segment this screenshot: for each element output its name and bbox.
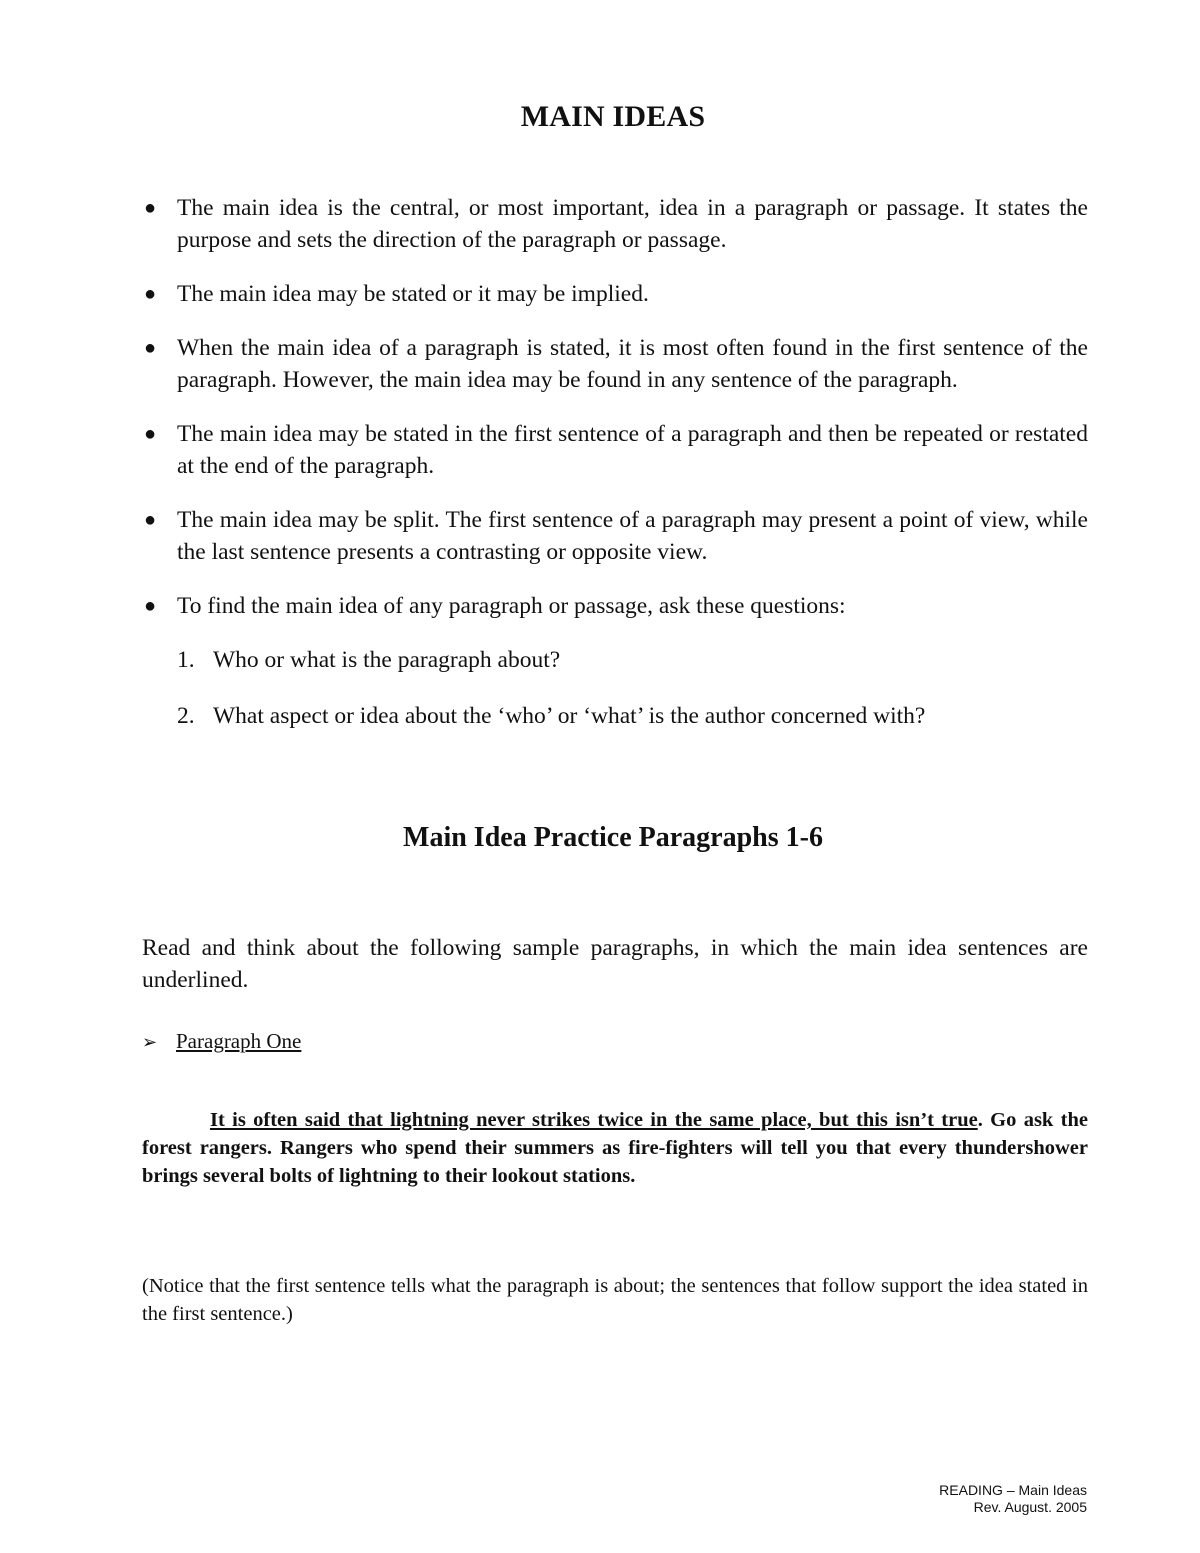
bullet-item bbox=[142, 418, 1088, 482]
question-item bbox=[177, 700, 1088, 732]
footer-line: READING – Main Ideas bbox=[939, 1482, 1087, 1498]
page-title: MAIN IDEAS bbox=[520, 100, 706, 133]
main-idea-bullet-list bbox=[142, 192, 1088, 756]
bullet-item bbox=[142, 504, 1088, 568]
bullet-item bbox=[142, 192, 1088, 256]
arrow-bullet-icon: ➢ bbox=[142, 1032, 158, 1053]
paragraph-heading-label: Paragraph One bbox=[176, 1029, 302, 1053]
bullet-dot-icon: ● bbox=[144, 509, 157, 531]
paragraph-heading bbox=[142, 1026, 301, 1058]
bullet-dot-icon: ● bbox=[144, 197, 157, 219]
question-text: Who or what is the paragraph about? bbox=[213, 647, 561, 673]
question-number: 1. bbox=[177, 647, 195, 673]
bullet-text: The main idea may be stated or it may be implied. bbox=[177, 281, 649, 307]
bullet-item bbox=[142, 590, 1088, 732]
bullet-item bbox=[142, 278, 1088, 310]
footer-line: Rev. August. 2005 bbox=[973, 1499, 1087, 1515]
intro-paragraph: Read and think about the following sample paragraphs, in which the main idea sentences are underlined. bbox=[142, 935, 1088, 993]
bullet-dot-icon: ● bbox=[144, 423, 157, 445]
question-list bbox=[177, 644, 1088, 732]
page-footer bbox=[939, 1482, 1087, 1516]
bullet-dot-icon: ● bbox=[144, 595, 157, 617]
bullet-dot-icon: ● bbox=[144, 337, 157, 359]
bullet-text: To find the main idea of any paragraph or passage, ask these questions: bbox=[177, 593, 846, 619]
bullet-text: When the main idea of a paragraph is stated, it is most often found in the first sentence of the paragraph. However, the main idea may be found in any sentence of the paragraph. bbox=[177, 335, 1088, 393]
bullet-dot-icon: ● bbox=[144, 283, 157, 305]
main-idea-period: . bbox=[977, 1109, 983, 1131]
question-number: 2. bbox=[177, 703, 195, 729]
main-idea-sentence: It is often said that lightning never strikes twice in the same place, but this isn’t true bbox=[210, 1109, 978, 1131]
notice-paragraph: (Notice that the first sentence tells what the paragraph is about; the sentences that follow support the idea stated in the first sentence.) bbox=[142, 1275, 1088, 1325]
bullet-text: The main idea may be stated in the first sentence of a paragraph and then be repeated or restated at the end of the paragraph. bbox=[177, 421, 1088, 479]
supporting-sentences: Go ask the forest rangers. Rangers who spend their summers as fire-fighters will tell you that every thundershower brings several bolts of lightning to their lookout stations. bbox=[142, 1109, 1088, 1187]
bullet-item bbox=[142, 332, 1088, 396]
section-title: Main Idea Practice Paragraphs 1-6 bbox=[403, 822, 823, 853]
bullet-text: The main idea is the central, or most important, idea in a paragraph or passage. It states the purpose and sets the direction of the paragraph or passage. bbox=[177, 195, 1088, 253]
sample-paragraph bbox=[142, 1106, 1088, 1190]
bullet-text: The main idea may be split. The first sentence of a paragraph may present a point of view, while the last sentence presents a contrasting or opposite view. bbox=[177, 507, 1088, 565]
question-item bbox=[177, 644, 1088, 676]
question-text: What aspect or idea about the ‘who’ or ‘what’ is the author concerned with? bbox=[213, 703, 926, 729]
